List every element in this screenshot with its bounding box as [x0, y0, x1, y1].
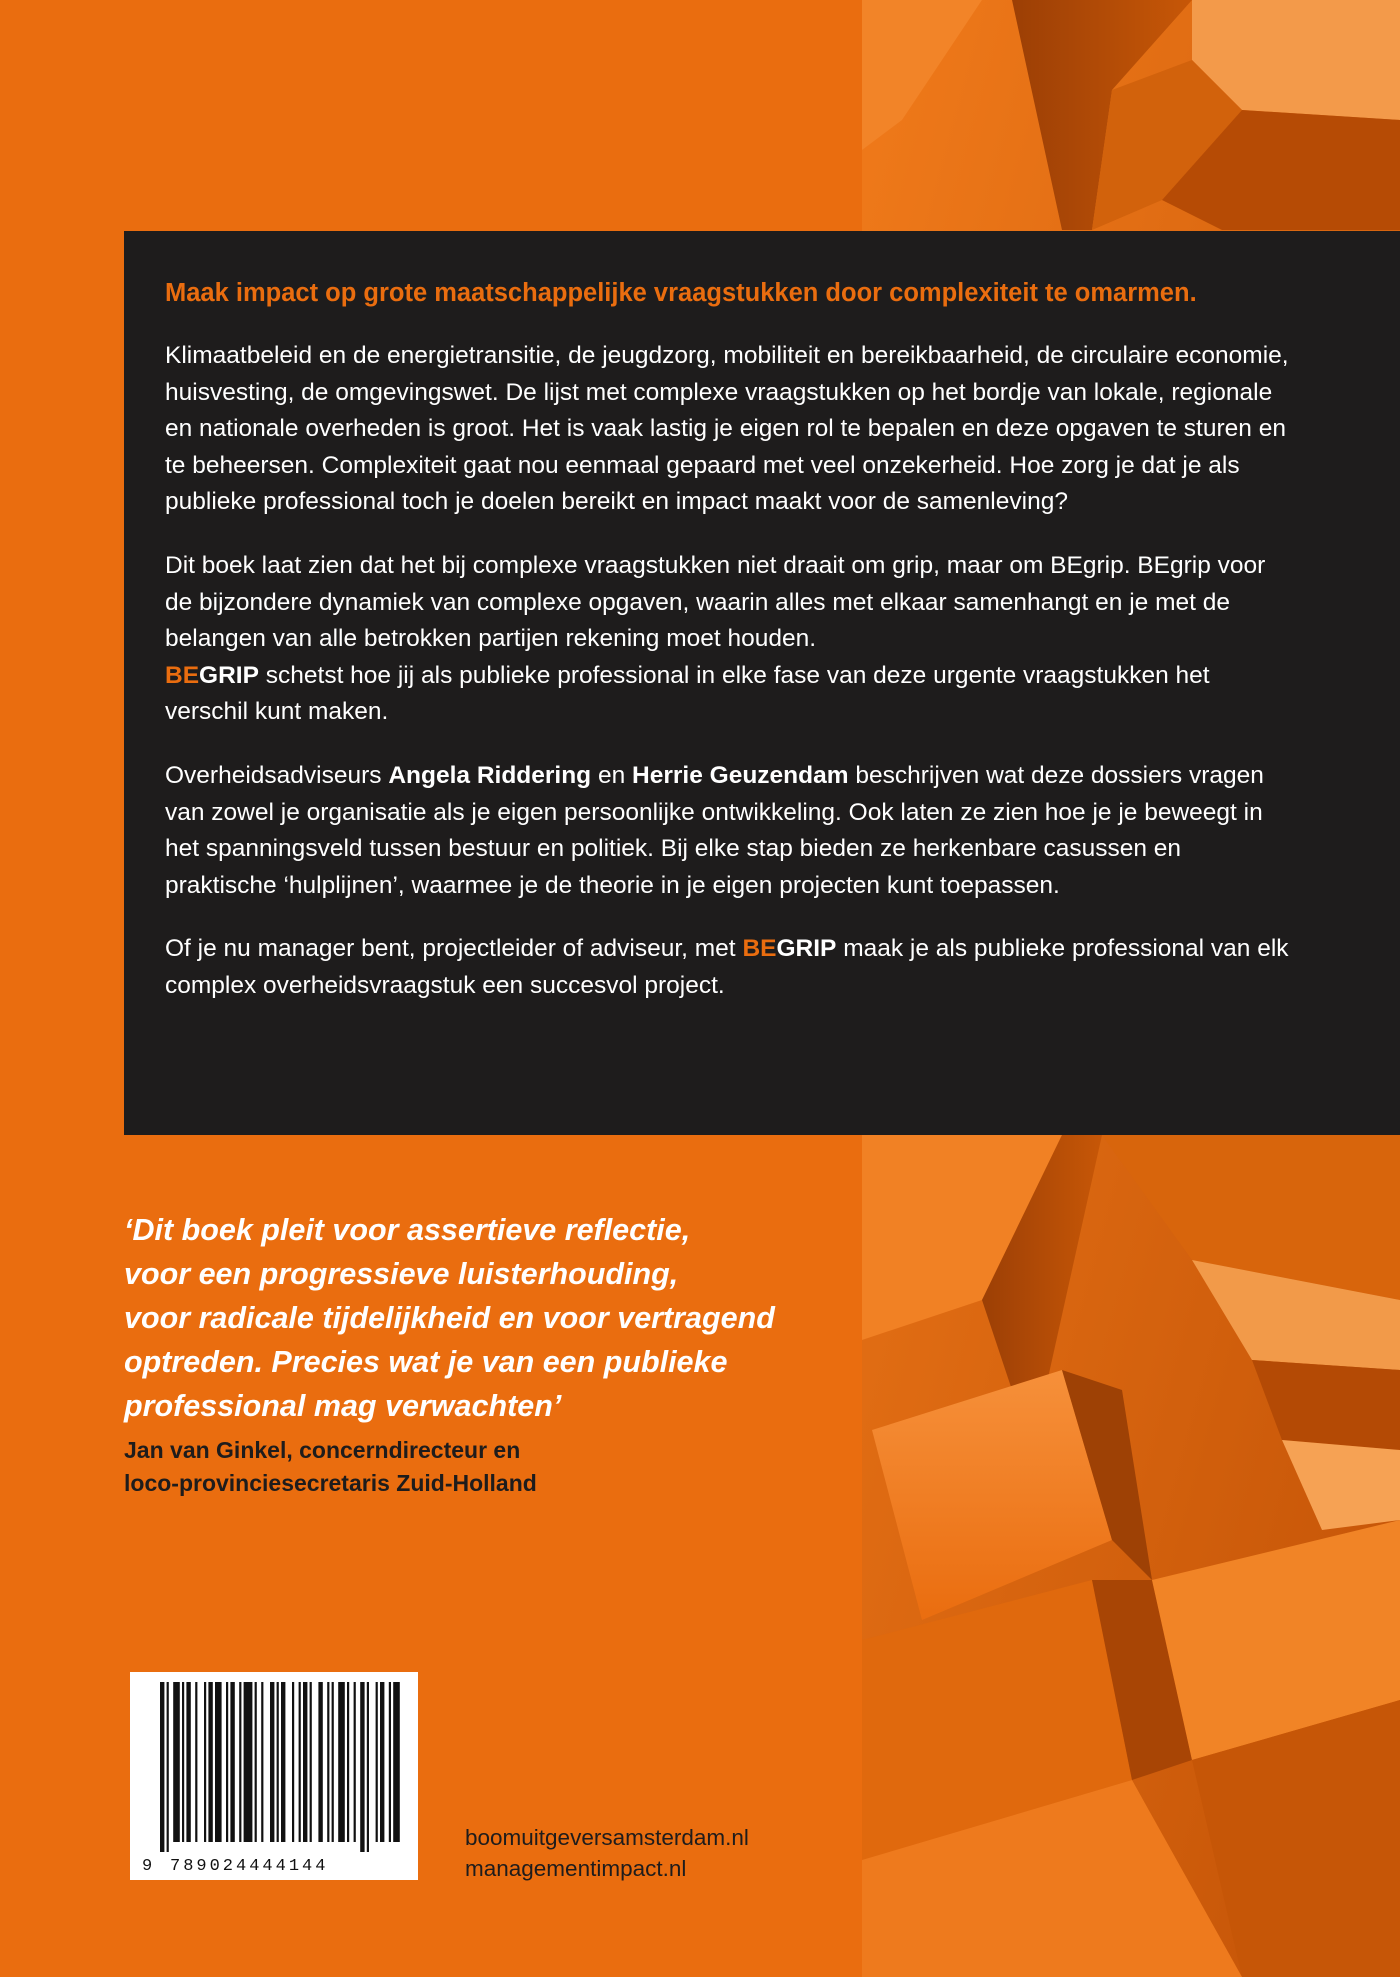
- author-name-2: Herrie Geuzendam: [632, 761, 849, 789]
- barcode-bar: [292, 1682, 294, 1842]
- barcode-lead-digit: 9: [142, 1857, 153, 1876]
- barcode-bar: [281, 1682, 285, 1842]
- barcode-bar: [380, 1682, 384, 1842]
- barcode-bar: [354, 1682, 356, 1842]
- barcode-bar: [270, 1682, 274, 1842]
- barcode-bar: [376, 1682, 378, 1842]
- barcode-bar: [195, 1682, 197, 1842]
- brand-grip: GRIP: [776, 935, 837, 963]
- closing-lead: Of je nu manager bent, projectleider of adviseur, met: [165, 935, 743, 963]
- paragraph-intro: Klimaatbeleid en de energietransitie, de jeugdzorg, mobiliteit en bereikbaarheid, de circulaire economie, huisvesting, de omgevingswet. De lijst met complexe vraagstukken op het bordje van lokale, regionale en nationale overheden is groot. Het is vaak lastig je eigen rol te bepalen en deze opgaven te sturen en te beheersen. Complexiteit gaat nou eenmaal gepaard met veel onzekerheid. Hoe zorg je dat je als publieke professional toch je doelen bereikt en impact maakt voor de samenleving?: [165, 342, 1289, 516]
- barcode-bar: [186, 1682, 190, 1842]
- quote-line: voor radicale tijdelijkheid en voor vertragend: [124, 1301, 775, 1335]
- barcode-bar: [347, 1682, 349, 1842]
- quote-line: ‘Dit boek pleit voor assertieve reflectie,: [124, 1213, 691, 1247]
- endorsement-quote: [124, 1208, 844, 1500]
- barcode-bar: [393, 1682, 400, 1842]
- barcode-bar: [277, 1682, 279, 1842]
- paragraph-begrip-tail: schetst hoe jij als publieke professional in elke fase van deze urgente vraagstukken het verschil kunt maken.: [165, 661, 1210, 726]
- barcode-bar: [204, 1682, 206, 1842]
- attribution-line: loco-provinciesecretaris Zuid-Holland: [124, 1470, 537, 1496]
- paragraph-closing: [165, 931, 1290, 1004]
- authors-description: beschrijven wat deze dossiers vragen van zowel je organisatie als je eigen persoonlijke ontwikkeling. Ook laten ze zien hoe je je beweegt in het spanningsveld tussen bestuur en politiek. Bij elke stap bieden ze herkenbare casussen en praktische ‘hulplijnen’, waarmee je de theorie in je eigen projecten kunt toepassen.: [165, 761, 1264, 899]
- barcode-bar: [303, 1682, 307, 1842]
- barcode-bar: [367, 1682, 369, 1852]
- barcode-bar: [244, 1682, 253, 1842]
- barcode-bar: [239, 1682, 241, 1842]
- author-name-1: Angela Riddering: [388, 761, 592, 789]
- barcode-digits: 789024444144: [170, 1857, 329, 1876]
- barcode-bar: [167, 1682, 169, 1852]
- barcode-bars: [160, 1682, 400, 1852]
- barcode-bar: [215, 1682, 222, 1842]
- paragraph-authors: [165, 758, 1290, 904]
- barcode-bar: [261, 1682, 263, 1842]
- barcode-bar: [226, 1682, 228, 1842]
- authors-lead: Overheidsadviseurs: [165, 761, 389, 789]
- barcode-bar: [230, 1682, 234, 1842]
- brand-be: BE: [742, 935, 777, 963]
- tagline: Maak impact op grote maatschappelijke vraagstukken door complexiteit te omarmen.: [165, 279, 1197, 307]
- barcode-bar: [255, 1682, 257, 1842]
- description-panel: [124, 231, 1400, 1135]
- closing-tail: maak je als publieke professional van elk complex overheidsvraagstuk een succesvol project.: [165, 935, 1289, 999]
- barcode-bar: [318, 1682, 322, 1842]
- publisher-url[interactable]: managementimpact.nl: [465, 1856, 687, 1881]
- barcode-bar: [332, 1682, 334, 1842]
- quote-line: optreden. Precies wat je van een publieke: [124, 1345, 728, 1379]
- barcode-bar: [310, 1682, 312, 1842]
- barcode-bar: [327, 1682, 329, 1842]
- barcode-bar: [299, 1682, 301, 1842]
- paragraph-begrip-text: Dit boek laat zien dat het bij complexe vraagstukken niet draait om grip, maar om BEgrip. BEgrip voor de bijzondere dynamiek van complexe opgaven, waarin alles met elkaar samenhangt en je met de belangen van alle betrokken partijen rekening moet houden.: [165, 551, 1266, 653]
- barcode-bar: [389, 1682, 391, 1842]
- publisher-urls: [465, 1822, 749, 1884]
- barcode-bar: [182, 1682, 184, 1842]
- isbn-barcode: [130, 1672, 418, 1880]
- barcode-bar: [338, 1682, 345, 1842]
- publisher-url[interactable]: boomuitgeversamsterdam.nl: [465, 1825, 749, 1850]
- quote-line: professional mag verwachten’: [124, 1389, 562, 1423]
- brand-be: BE: [165, 661, 200, 689]
- paragraph-begrip: [165, 548, 1290, 731]
- brand-grip: GRIP: [199, 661, 259, 689]
- barcode-bar: [208, 1682, 212, 1842]
- barcode-bar: [160, 1682, 164, 1852]
- authors-joiner: en: [591, 761, 633, 789]
- attribution-line: Jan van Ginkel, concerndirecteur en: [124, 1437, 521, 1463]
- quote-attribution: [124, 1434, 844, 1500]
- barcode-bar: [360, 1682, 364, 1852]
- quote-line: voor een progressieve luisterhouding,: [124, 1257, 679, 1291]
- barcode-bar: [173, 1682, 180, 1842]
